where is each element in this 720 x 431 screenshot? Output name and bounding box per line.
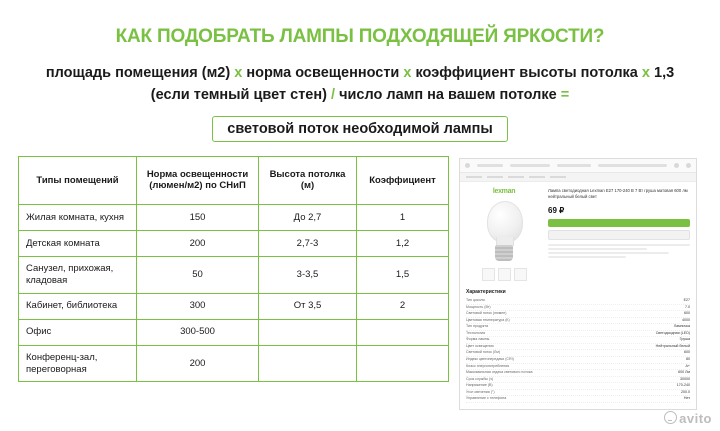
column-header-ceiling-height: Высота потолка (м) (259, 156, 357, 204)
column-header-norm: Норма освещенности (люмен/м2) по СНиП (137, 156, 259, 204)
cell-norm: 300 (137, 293, 259, 319)
spec-value: Груша (679, 337, 690, 342)
cell-norm: 200 (137, 230, 259, 256)
cell-coefficient-empty (357, 345, 449, 382)
content-area (0, 156, 720, 410)
cell-room-type: Офис (19, 319, 137, 345)
formula-operator-4: / (331, 87, 336, 104)
spec-name: Угол свечения (°) (466, 389, 495, 394)
spec-name: Тип цоколя (466, 297, 485, 302)
table-row (19, 204, 449, 230)
formula-operator-2: x (403, 65, 412, 81)
formula-part-area: площадь помещения (м2) (45, 65, 231, 81)
lighting-norms-table (18, 156, 449, 383)
thumbnail[interactable] (514, 268, 527, 281)
cell-ceiling-height: От 3,5 (259, 293, 357, 319)
table-row (19, 345, 449, 382)
table-row (19, 230, 449, 256)
cell-room-type: Детская комната (19, 230, 137, 256)
info-placeholder (548, 244, 690, 246)
browser-toolbar (460, 159, 696, 173)
brand-logo-text: lexma (492, 187, 512, 195)
spec-name: Максимальная отдача светового потока (466, 370, 533, 375)
column-header-room-type: Типы помещений (19, 156, 137, 204)
cell-room-type: Санузел, прихожая, кладовая (19, 256, 137, 293)
add-to-cart-button[interactable] (548, 219, 690, 227)
lightbulb-icon (483, 201, 525, 263)
watermark-text: avito (679, 411, 712, 426)
menu-icon (465, 163, 470, 168)
spec-name: Цветовая температура (К) (466, 317, 510, 322)
cell-ceiling-height-empty (259, 345, 357, 382)
toolbar-placeholder-3 (557, 164, 591, 167)
nav-placeholder (508, 176, 524, 178)
cell-norm: 300-500 (137, 319, 259, 345)
product-gallery (466, 188, 542, 281)
page-title: КАК ПОДОБРАТЬ ЛАМПЫ ПОДХОДЯЩЕЙ ЯРКОСТИ? (115, 26, 605, 47)
table-row (19, 293, 449, 319)
column-header-coefficient: Коэффициент (357, 156, 449, 204)
cell-ceiling-height-empty (259, 319, 357, 345)
spec-value: 600 (684, 350, 690, 355)
cell-coefficient: 1 (357, 204, 449, 230)
nav-placeholder (466, 176, 482, 178)
spec-value: 4000 (682, 317, 690, 322)
spec-value: 170-240 (676, 383, 690, 388)
product-price: 69 ₽ (548, 205, 565, 215)
formula-operator-3: x (641, 65, 650, 81)
buy-one-click-button[interactable] (548, 230, 690, 240)
spec-name: Мощность (Вт) (466, 304, 491, 309)
table-row (19, 256, 449, 293)
spec-value: E27 (683, 297, 690, 302)
cell-room-type: Жилая комната, кухня (19, 204, 137, 230)
spec-name: Световой поток (Лм) (466, 350, 501, 355)
formula-operator-1: x (234, 65, 243, 81)
spec-value: Нет (683, 396, 690, 401)
formula-part-lamp-count: число ламп на вашем потолке (339, 87, 557, 104)
spec-name: Форма лампы (466, 337, 490, 342)
table-header-row (19, 156, 449, 204)
gallery-thumbnails[interactable] (482, 268, 527, 281)
spec-name: Срок службы (ч) (466, 376, 494, 381)
cell-ceiling-height: 2,7-3 (259, 230, 357, 256)
table-row (19, 319, 449, 345)
cell-norm: 200 (137, 345, 259, 382)
user-icon (674, 163, 679, 168)
formula-line (30, 62, 690, 107)
infographic-page (0, 26, 720, 431)
spec-name: Напряжение (В) (466, 383, 493, 388)
cart-icon (686, 163, 691, 168)
spec-name: Класс энергопотребления (466, 363, 510, 368)
brand-logo-accent: n (511, 187, 516, 195)
formula-part-norm: норма освещенности (246, 65, 400, 81)
cell-norm: 50 (137, 256, 259, 293)
cell-room-type: Конференц-зал, переговорная (19, 345, 137, 382)
toolbar-placeholder-1 (477, 164, 503, 167)
spec-value: Светодиодная (LED) (655, 330, 690, 335)
spec-value: Лампочка (673, 324, 690, 329)
formula-part-coef: коэффициент высоты потолка (415, 65, 638, 81)
spec-value: 7.0 (685, 304, 690, 309)
spec-name: Управление с телефона (466, 396, 507, 401)
formula-part-dark-walls: 1,3 (если темный цвет стен) (150, 65, 675, 104)
spec-value: 200.0 (681, 389, 690, 394)
cell-coefficient: 1,5 (357, 256, 449, 293)
cell-ceiling-height: До 2,7 (259, 204, 357, 230)
spec-value: A+ (685, 363, 690, 368)
toolbar-search-bar (598, 164, 667, 167)
spec-value: 30000 (680, 376, 690, 381)
specs-heading: Характеристики (466, 288, 506, 295)
product-main (460, 182, 696, 287)
spec-value: 80 (686, 357, 690, 361)
spec-value: Нейтральный белый (655, 343, 690, 348)
nav-placeholder (487, 176, 503, 178)
avito-logo-icon (664, 411, 677, 424)
spec-name: Световой поток (люмен) (466, 311, 507, 316)
spec-name: Технология (466, 330, 486, 335)
formula-operator-5: = (560, 87, 570, 104)
spec-value: 600 (684, 311, 690, 316)
spec-value: 600 Лм (678, 370, 690, 375)
specs-table (460, 298, 696, 409)
spec-name: Тип продукта (466, 324, 488, 329)
avito-watermark (664, 411, 712, 426)
thumbnail[interactable] (498, 268, 511, 281)
cell-room-type: Кабинет, библиотека (19, 293, 137, 319)
cell-ceiling-height: 3-3,5 (259, 256, 357, 293)
nav-placeholder (529, 176, 545, 178)
cell-norm: 150 (137, 204, 259, 230)
formula-result-box: световой поток необходимой лампы (212, 116, 508, 142)
spec-name: Индекс цветопередачи (CRI) (466, 357, 514, 361)
nav-placeholder (550, 176, 566, 178)
spec-name: Цвет освещения (466, 343, 494, 348)
product-page-screenshot (459, 158, 697, 410)
spec-row (466, 396, 690, 403)
thumbnail[interactable] (482, 268, 495, 281)
bulb-base (495, 245, 513, 261)
toolbar-placeholder-2 (510, 164, 550, 167)
info-placeholder (548, 252, 669, 254)
brand-logo (493, 188, 515, 195)
product-info (548, 188, 690, 281)
info-placeholder (548, 256, 626, 258)
product-title: Лампа светодиодная Lexman E27 170-240 В 7 Вт груша матовая 600 лм нейтральный белый свет (548, 187, 688, 200)
cell-coefficient-empty (357, 319, 449, 345)
category-nav (460, 173, 696, 182)
cell-coefficient: 1,2 (357, 230, 449, 256)
cell-coefficient: 2 (357, 293, 449, 319)
info-placeholder (548, 248, 647, 250)
